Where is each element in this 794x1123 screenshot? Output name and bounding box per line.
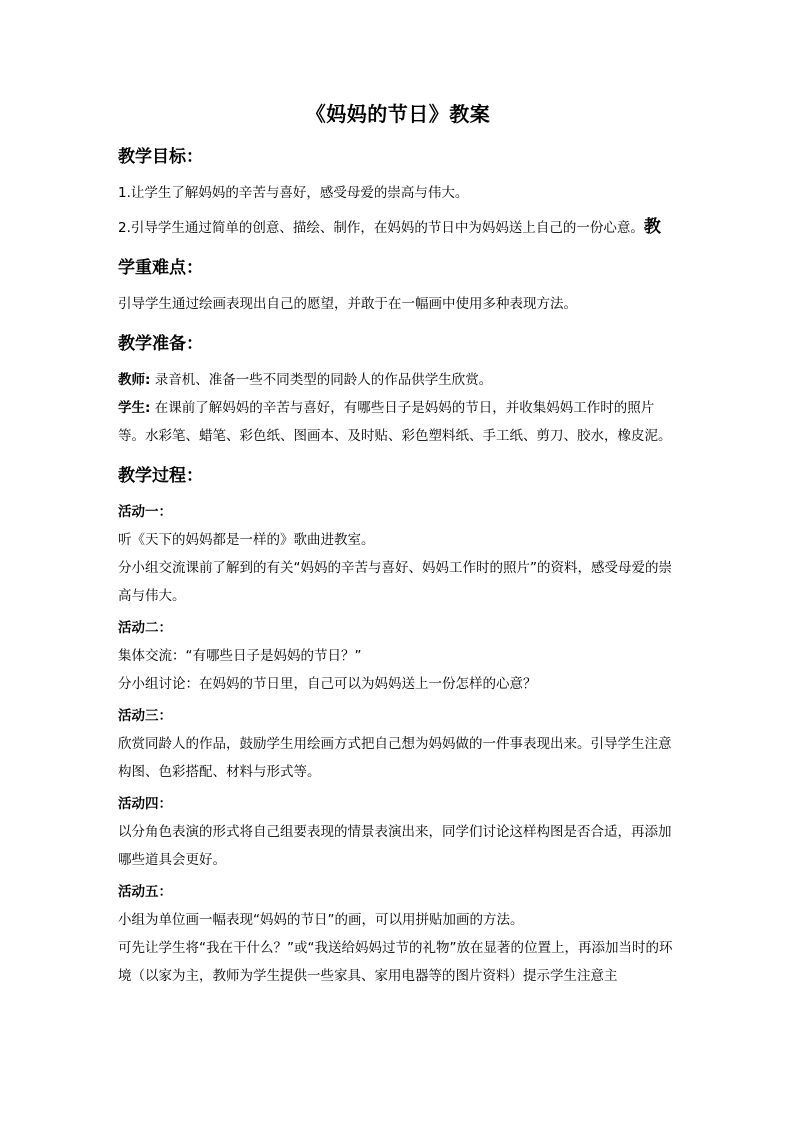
student-prep [118, 394, 678, 450]
activity-1-label: 活动一： [118, 504, 172, 520]
goal-2-trailing-char: 教 [643, 217, 661, 237]
goal-2 [118, 213, 678, 242]
teacher-label: 教师: [118, 372, 151, 388]
student-label: 学生: [118, 400, 151, 416]
difficulty-text: 引导学生通过绘画表现出自己的愿望，并敢于在一幅画中使用多种表现方法。 [118, 296, 577, 312]
prep-heading: 教学准备： [118, 334, 203, 354]
activity-5-paragraph-2: 可先让学生将“我在干什么？”或“我送给妈妈过节的礼物”放在显著的位置上，再添加当时的环境（以家为主，教师为学生提供一些家具、家用电器等的图片资料）提示学生注意主 [118, 940, 673, 984]
goal-1: 1.让学生了解妈妈的辛苦与喜好，感受母爱的崇高与伟大。 [118, 185, 469, 201]
difficulty-heading: 学重难点： [118, 258, 203, 278]
activity-5-label: 活动五： [118, 884, 172, 900]
process-heading: 教学过程： [118, 466, 203, 486]
activity-1-paragraph-2: 分小组交流课前了解到的有关“妈妈的辛苦与喜好、妈妈工作时的照片”的资料，感受母爱的崇高与伟大。 [118, 560, 672, 604]
activity-2-paragraph-2: 分小组讨论：在妈妈的节日里，自己可以为妈妈送上一份怎样的心意？ [118, 676, 537, 692]
activity-2-label: 活动二： [118, 620, 172, 636]
student-text: 在课前了解妈妈的辛苦与喜好，有哪些日子是妈妈的节日，并收集妈妈工作时的照片等。水彩笔、蜡笔、彩色纸、图画本、及时贴、彩色塑料纸、手工纸、剪刀、胶水，橡皮泥。 [118, 400, 672, 444]
document-title: 《妈妈的节日》教案 [305, 102, 491, 126]
activity-4-paragraph-1: 以分角色表演的形式将自己组要表现的情景表演出来，同学们讨论这样构图是否合适，再添加哪些道具会更好。 [118, 824, 672, 868]
goal-2-text: 2.引导学生通过简单的创意、描绘、制作，在妈妈的节日中为妈妈送上自己的一份心意。 [118, 220, 644, 236]
goals-heading: 教学目标： [118, 147, 203, 167]
document-page [118, 98, 678, 990]
activity-4-label: 活动四： [118, 796, 172, 812]
activity-5-paragraph-1: 小组为单位画一幅表现“妈妈的节日”的画，可以用拼贴加画的方法。 [118, 912, 524, 928]
teacher-text: 录音机、准备一些不同类型的同龄人的作品供学生欣赏。 [150, 372, 493, 388]
activity-3-label: 活动三： [118, 708, 172, 724]
activity-1-paragraph-1: 听《天下的妈妈都是一样的》歌曲进教室。 [118, 532, 375, 548]
teacher-prep [118, 366, 678, 394]
activity-2-paragraph-1: 集体交流：“有哪些日子是妈妈的节日？” [118, 648, 362, 664]
activity-3-paragraph-1: 欣赏同龄人的作品，鼓励学生用绘画方式把自己想为妈妈做的一件事表现出来。引导学生注意构图、色彩搭配、材料与形式等。 [118, 736, 672, 780]
